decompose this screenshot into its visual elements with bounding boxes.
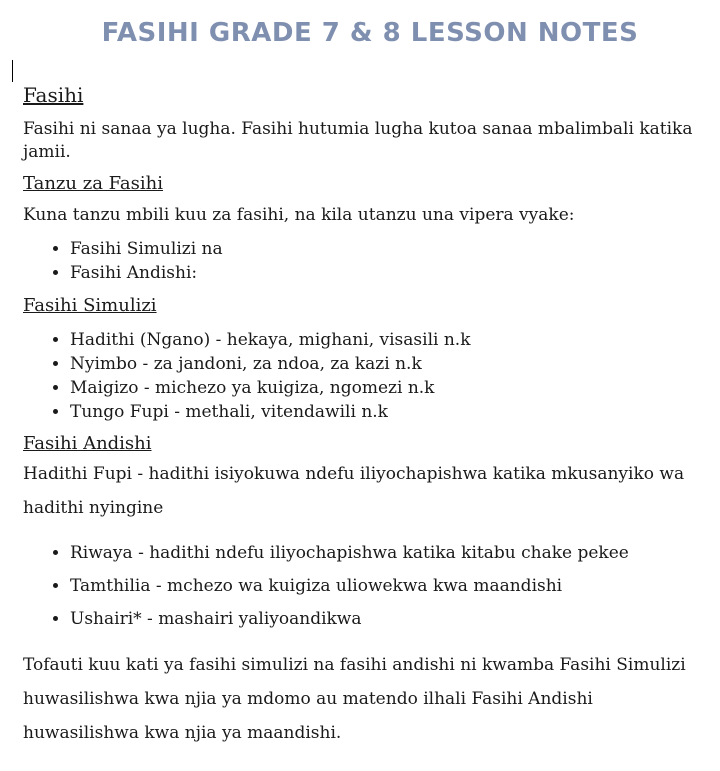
list-andishi: [23, 537, 703, 636]
list-item: • Hadithi (Ngano) - hekaya, mighani, visasili n.k: [70, 328, 703, 352]
list-item: • Fasihi Simulizi na: [70, 237, 703, 261]
paragraph-hadithi-fupi: Hadithi Fupi - hadithi isiyokuwa ndefu iliyochapishwa katika mkusanyiko wa hadithi nyingine: [23, 464, 685, 518]
list-item: • Nyimbo - za jandoni, za ndoa, za kazi n.k: [70, 352, 703, 376]
list-tanzu: [23, 237, 703, 285]
list-item: • Tungo Fupi - methali, vitendawili n.k: [70, 400, 703, 424]
heading-andishi: Fasihi Andishi: [23, 433, 152, 454]
heading-tanzu: Tanzu za Fasihi: [23, 173, 164, 194]
document-body: [23, 80, 703, 750]
paragraph-tanzu: Kuna tanzu mbili kuu za fasihi, na kila utanzu una vipera vyake:: [23, 205, 575, 225]
heading-simulizi: Fasihi Simulizi: [23, 295, 157, 316]
list-item: • Tamthilia - mchezo wa kuigiza uliowekwa kwa maandishi: [70, 570, 703, 603]
list-item: • Ushairi* - mashairi yaliyoandikwa: [70, 603, 703, 636]
list-item: • Fasihi Andishi:: [70, 261, 703, 285]
list-simulizi: [23, 328, 703, 424]
list-item: • Riwaya - hadithi ndefu iliyochapishwa katika kitabu chake pekee: [70, 537, 703, 570]
page-title: FASIHI GRADE 7 & 8 LESSON NOTES: [101, 18, 639, 48]
heading-fasihi: Fasihi: [23, 83, 84, 107]
paragraph-fasihi-definition: Fasihi ni sanaa ya lugha. Fasihi hutumia lugha kutoa sanaa mbalimbali katika jamii.: [23, 119, 693, 162]
list-item: • Maigizo - michezo ya kuigiza, ngomezi n.k: [70, 376, 703, 400]
text-cursor: [12, 60, 13, 82]
paragraph-tofauti: Tofauti kuu kati ya fasihi simulizi na fasihi andishi ni kwamba Fasihi Simulizi huwasilishwa kwa njia ya mdomo au matendo ilhali Fasihi Andishi huwasilishwa kwa njia ya maandishi.: [23, 655, 686, 743]
